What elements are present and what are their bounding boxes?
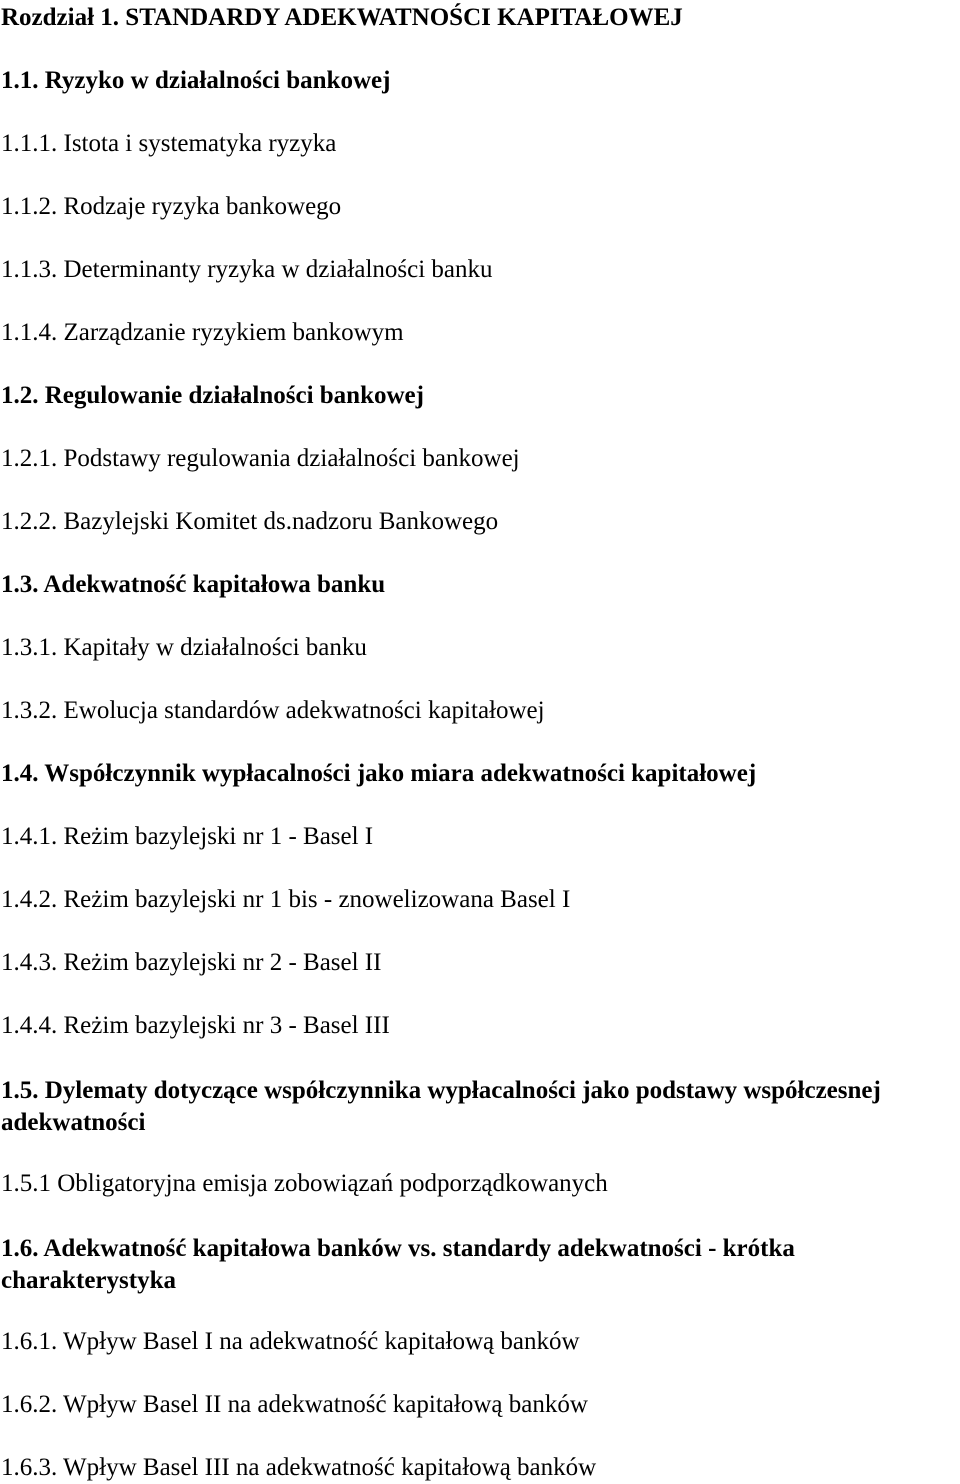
subsection-entry: 1.3.2. Ewolucja standardów adekwatności kapitałowej — [1, 697, 545, 724]
section-heading: 1.5. Dylematy dotyczące współczynnika wypłacalności jako podstawy współczesnej adekwatności — [1, 1077, 881, 1136]
subsection-entry: 1.1.4. Zarządzanie ryzykiem bankowym — [1, 319, 404, 346]
subsection-entry: 1.1.1. Istota i systematyka ryzyka — [1, 130, 337, 157]
section-heading: 1.3. Adekwatność kapitałowa banku — [1, 571, 386, 598]
subsection-entry: 1.1.2. Rodzaje ryzyka bankowego — [1, 193, 342, 220]
subsection-entry: 1.6.2. Wpływ Basel II na adekwatność kapitałową banków — [1, 1391, 588, 1418]
section-heading: 1.2. Regulowanie działalności bankowej — [1, 382, 424, 409]
subsection-entry: 1.2.1. Podstawy regulowania działalności bankowej — [1, 445, 520, 472]
subsection-entry: 1.6.3. Wpływ Basel III na adekwatność kapitałową banków — [1, 1454, 597, 1481]
subsection-entry: 1.4.3. Reżim bazylejski nr 2 - Basel II — [1, 949, 382, 976]
subsection-entry: 1.4.1. Reżim bazylejski nr 1 - Basel I — [1, 823, 374, 850]
subsection-entry: 1.4.2. Reżim bazylejski nr 1 bis - znowelizowana Basel I — [1, 886, 571, 913]
subsection-entry: 1.4.4. Reżim bazylejski nr 3 - Basel III — [1, 1012, 390, 1039]
chapter-heading: Rozdział 1. STANDARDY ADEKWATNOŚCI KAPITAŁOWEJ — [1, 4, 683, 31]
subsection-entry: 1.5.1 Obligatoryjna emisja zobowiązań podporządkowanych — [1, 1170, 608, 1197]
subsection-entry: 1.1.3. Determinanty ryzyka w działalności banku — [1, 256, 493, 283]
section-heading: 1.4. Współczynnik wypłacalności jako miara adekwatności kapitałowej — [1, 760, 757, 787]
subsection-entry: 1.6.1. Wpływ Basel I na adekwatność kapitałową banków — [1, 1328, 580, 1355]
subsection-entry: 1.3.1. Kapitały w działalności banku — [1, 634, 367, 661]
subsection-entry: 1.2.2. Bazylejski Komitet ds.nadzoru Bankowego — [1, 508, 499, 535]
section-heading: 1.1. Ryzyko w działalności bankowej — [1, 67, 391, 94]
section-heading: 1.6. Adekwatność kapitałowa banków vs. standardy adekwatności - krótka charakterystyka — [1, 1235, 795, 1294]
